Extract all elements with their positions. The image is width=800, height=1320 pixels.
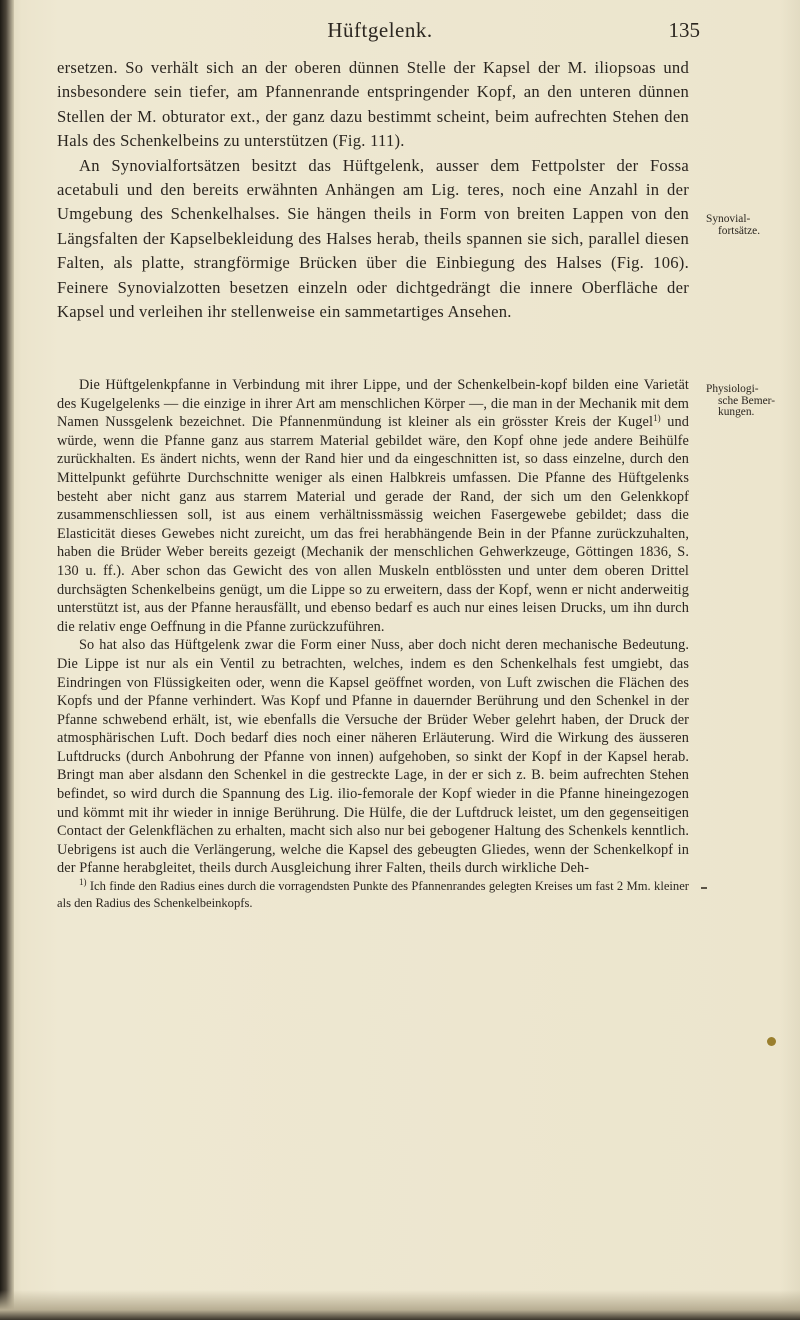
paper-stain [767,1037,776,1046]
margin-note-line: kungen. [718,406,755,418]
margin-note-physiologische-bemerkungen [706,384,796,419]
page-header [60,18,700,48]
book-spine-edge [0,0,14,1320]
margin-note-synovialfortsaetze [706,214,796,237]
margin-note-line: Synovial- [706,213,751,225]
footnote-marker: 1) [79,877,87,887]
print-speck [701,887,707,889]
paragraph-kapsel-muskeln: ersetzen. So verhält sich an der oberen dünnen Stelle der Kapsel der M. iliopsoas und insbesondere sein tiefer, am Pfannenrande entspringender Kopf, an den unteren dünnen Stellen der M. obturator ext., der ganz dazu bestimmt scheint, beim aufrechten Stehen den Hals des Schenkelbeins zu unterstützen (Fig. 111). [57,58,689,151]
running-head: Hüftgelenk. [327,18,433,42]
margin-note-line: sche Bemer- [718,394,776,407]
footnote [57,878,689,912]
margin-note-line: fortsätze. [718,224,761,237]
footnote-reference: 1) [653,413,661,424]
footnote-text: Ich finde den Radius eines durch die vorragendsten Punkte des Pfannenrandes gelegten Kreises um fast 2 Mm. kleiner als den Radius des Schenkelbeinkopfs. [57,879,689,910]
paragraph-synovialfortsaetze: An Synovialfortsätzen besitzt das Hüftgelenk, ausser dem Fettpolster der Fossa acetabuli und den bereits erwähnten Anhängen am Lig. teres, noch eine Anzahl in der Umgebung des Schenkelhalses. Sie hängen theils in Form von breiten Lappen von den Längsfalten der Kapselbekleidung des Halses herab, theils spannen sie sich, parallel diesen Falten, als platte, strangförmige Brücken über die Einbiegung des Halses (Fig. 106). Feinere Synovialzotten besetzen einzeln oder dichtgedrängt die innere Oberfläche der Kapsel und verleihen ihr stellenweise ein sammetartiges Ansehen. [57,155,689,322]
main-text-large [57,56,689,324]
margin-note-line: Physiologi- [706,383,759,395]
paragraph-nussgelenk [57,376,689,636]
main-text-small [57,376,689,878]
text-run: Die Hüftgelenkpfanne in Verbindung mit ihrer Lippe, und der Schenkelbein-kopf bilden eine Varietät des Kugelgelenks — die einzige in ihrer Art am menschlichen Körper —, die man in der Mechanik mit dem Namen Nussgelenk bezeichnet. Die Pfannenmündung ist kleiner als ein grösster Kreis der Kugel [57,377,689,431]
paragraph-luftdruck: So hat also das Hüftgelenk zwar die Form einer Nuss, aber doch nicht deren mechanische Bedeutung. Die Lippe ist nur als ein Ventil zu betrachten, welches, indem es den Schenkelhals fest umgiebt, das Eindringen von Flüssigkeiten oder, wenn die Kapsel geöffnet worden, von Luft zwischen die Flächen des Kopfs und der Pfanne verhindert. Was Kopf und Pfanne in dauernder Berührung und den Schenkel in der Pfanne schwebend erhält, ist, wie ebenfalls die Versuche der Brüder Weber gelehrt haben, der Druck der atmosphärischen Luft. Doch bedarf dies noch einer näheren Erläuterung. Wird die Wirkung des äusseren Luftdrucks (durch Anbohrung der Pfanne von innen) aufgehoben, so sinkt der Kopf in der Kapsel herab. Bringt man aber alsdann den Schenkel in die gestreckte Lage, in der er sich z. B. beim aufrechten Stehen befindet, so wird durch die Spannung des Lig. ilio-femorale der Kopf wieder in die Pfanne hineingezogen und kömmt mit ihr wieder in innige Berührung. Die Hülfe, die der Luftdruck leistet, um den gegenseitigen Contact der Gelenkflächen zu erhalten, macht sich also nur bei gebogener Haltung des Schenkels kenntlich. Uebrigens ist auch die Verlängerung, welche die Kapsel des gebeugten Gliedes, wenn der Schenkelkopf in der Pfanne herabgleitet, theils durch Ausgleichung ihrer Falten, theils durch wirkliche Deh- [57,637,689,877]
page-bottom-edge [0,1290,800,1320]
text-run: und würde, wenn die Pfanne ganz aus starrem Material gebildet wäre, den Kopf ohne jede andere Beihülfe zurückhalten. Es ändert nichts, wenn der Rand hier und da eingeschnitten ist, so dass einzelne, durch den Mittelpunkt geführte Durchschnitte weniger als einen Halbkreis umfassen. Die Pfanne des Hüftgelenks besteht aber nicht ganz aus starrem Material und gerade der Rand, der sich um den Gelenkkopf zusammenschliessen soll, ist aus einem verhältnissmässig weichen Fasergewebe gebildet; dass die Elasticität dieses Gewebes nicht zureicht, um das frei herabhängende Bein in der Pfanne zurückzuhalten, haben die Brüder Weber bereits gezeigt (Mechanik der menschlichen Gehwerkzeuge, Göttingen 1836, S. 130 u. ff.). Aber schon das Gewicht des von allen Muskeln entblössten und unter dem oberen Drittel durchsägten Schenkelbeins genügt, um die Lippe so zu erweitern, dass der Kopf, wenn er nicht anderweitig unterstützt ist, aus der Pfanne herausfällt, und ebenso bedarf es auch nur eines leisen Drucks, um ihn durch die relativ enge Oeffnung in die Pfanne zurückzuführen. [57,414,690,635]
page-number: 135 [668,18,700,42]
